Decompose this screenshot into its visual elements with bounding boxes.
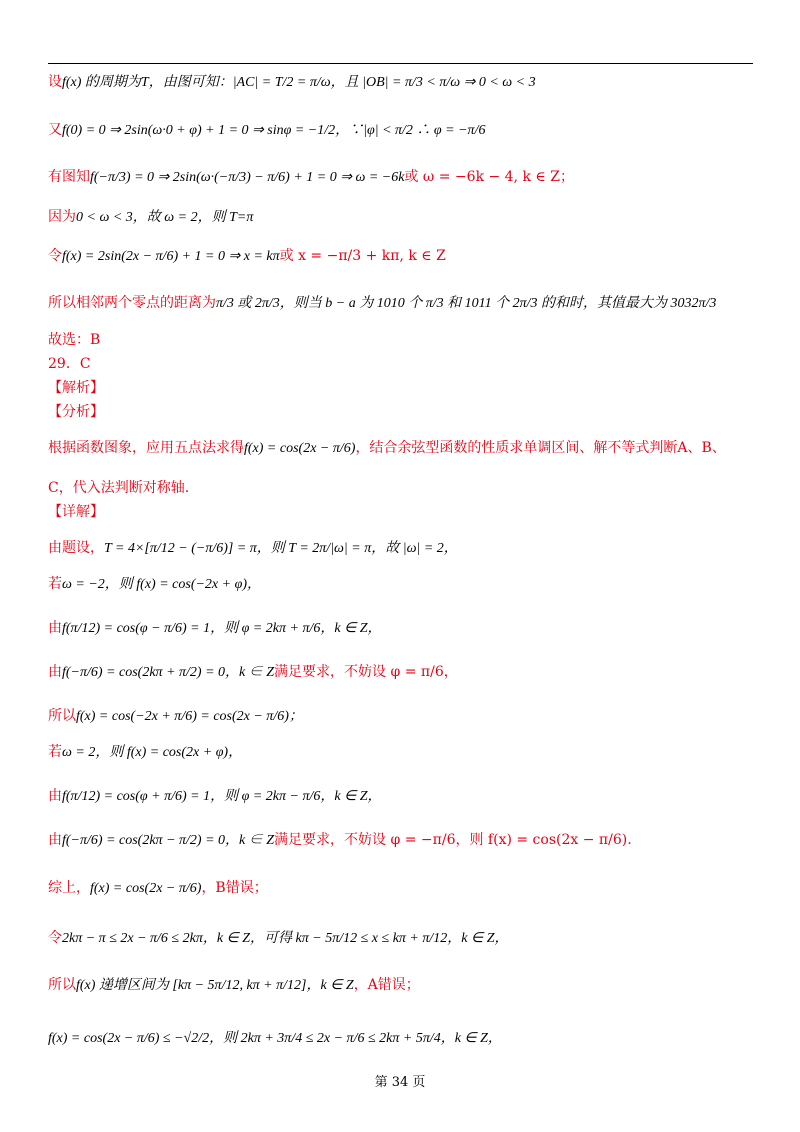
text-line-22: 综上，f(x) = cos(2x − π/6)，B错误； — [48, 880, 268, 896]
page-number: 第 34 页 — [374, 1075, 426, 1090]
text-line-2: 又f(0) = 0 ⇒ 2sin(ω·0 + φ) + 1 = 0 ⇒ sinφ = −1/2，∵|φ| < π/2 ∴ φ = −π/6 — [48, 122, 486, 138]
question-number: 29．C — [48, 356, 91, 372]
text-line-14: 由题设，T = 4×[π/12 − (−π/6)] = π，则 T = 2π/|ω| = π，故 |ω| = 2， — [48, 540, 458, 556]
answer-line: 故选：B — [48, 332, 101, 348]
text-line-11: 根据函数图象，应用五点法求得f(x) = cos(2x − π/6)，结合余弦型函数的性质求单调区间、解不等式判断A、B、 — [48, 440, 726, 456]
text-line-6: 所以相邻两个零点的距离为π/3 或 2π/3，则当 b − a 为 1010 个 π/3 和 1011 个 2π/3 的和时，其值最大为 3032π/3 — [48, 295, 717, 311]
text-line-20: 由f(π/12) = cos(φ + π/6) = 1，则 φ = 2kπ − π/6，k ∈ Z， — [48, 788, 382, 804]
text-line-24: 所以f(x) 递增区间为 [kπ − 5π/12, kπ + π/12]，k ∈ Z，A错误； — [48, 977, 420, 993]
text-line-23: 令2kπ − π ≤ 2x − π/6 ≤ 2kπ，k ∈ Z，可得 kπ − 5π/12 ≤ x ≤ kπ + π/12，k ∈ Z， — [48, 930, 509, 946]
text-line-21: 由f(−π/6) = cos(2kπ − π/2) = 0，k ∈ Z满足要求，不妨设 φ = −π/6，则 f(x) = cos(2x − π/6). — [48, 832, 632, 848]
text-line-12: C，代入法判断对称轴. — [48, 480, 190, 496]
section-detail: 【详解】 — [48, 504, 104, 520]
text-line-15: 若ω = −2，则 f(x) = cos(−2x + φ)， — [48, 576, 261, 592]
header-rule — [48, 63, 753, 64]
section-fenxi: 【分析】 — [48, 404, 104, 420]
text-line-17: 由f(−π/6) = cos(2kπ + π/2) = 0，k ∈ Z满足要求，不妨设 φ = π/6， — [48, 664, 458, 680]
text-line-16: 由f(π/12) = cos(φ − π/6) = 1，则 φ = 2kπ + π/6，k ∈ Z， — [48, 620, 382, 636]
text-line-3: 有图知f(−π/3) = 0 ⇒ 2sin(ω·(−π/3) − π/6) + 1 = 0 ⇒ ω = −6k或 ω = −6k − 4, k ∈ Z； — [48, 169, 574, 185]
text-line-18: 所以f(x) = cos(−2x + π/6) = cos(2x − π/6)； — [48, 708, 303, 724]
text-line-19: 若ω = 2，则 f(x) = cos(2x + φ)， — [48, 744, 243, 760]
text-line-25: f(x) = cos(2x − π/6) ≤ −√2/2，则 2kπ + 3π/4 ≤ 2x − π/6 ≤ 2kπ + 5π/4，k ∈ Z， — [48, 1031, 502, 1046]
section-analysis: 【解析】 — [48, 380, 104, 396]
text-line-4: 因为0 < ω < 3，故 ω = 2，则 T=π — [48, 209, 254, 225]
text-line-1: 设f(x) 的周期为T，由图可知：|AC| = T/2 = π/ω，且 |OB| = π/3 < π/ω ⇒ 0 < ω < 3 — [48, 74, 536, 90]
text-line-5: 令f(x) = 2sin(2x − π/6) + 1 = 0 ⇒ x = kπ或 x = −π/3 + kπ, k ∈ Z — [48, 248, 446, 264]
